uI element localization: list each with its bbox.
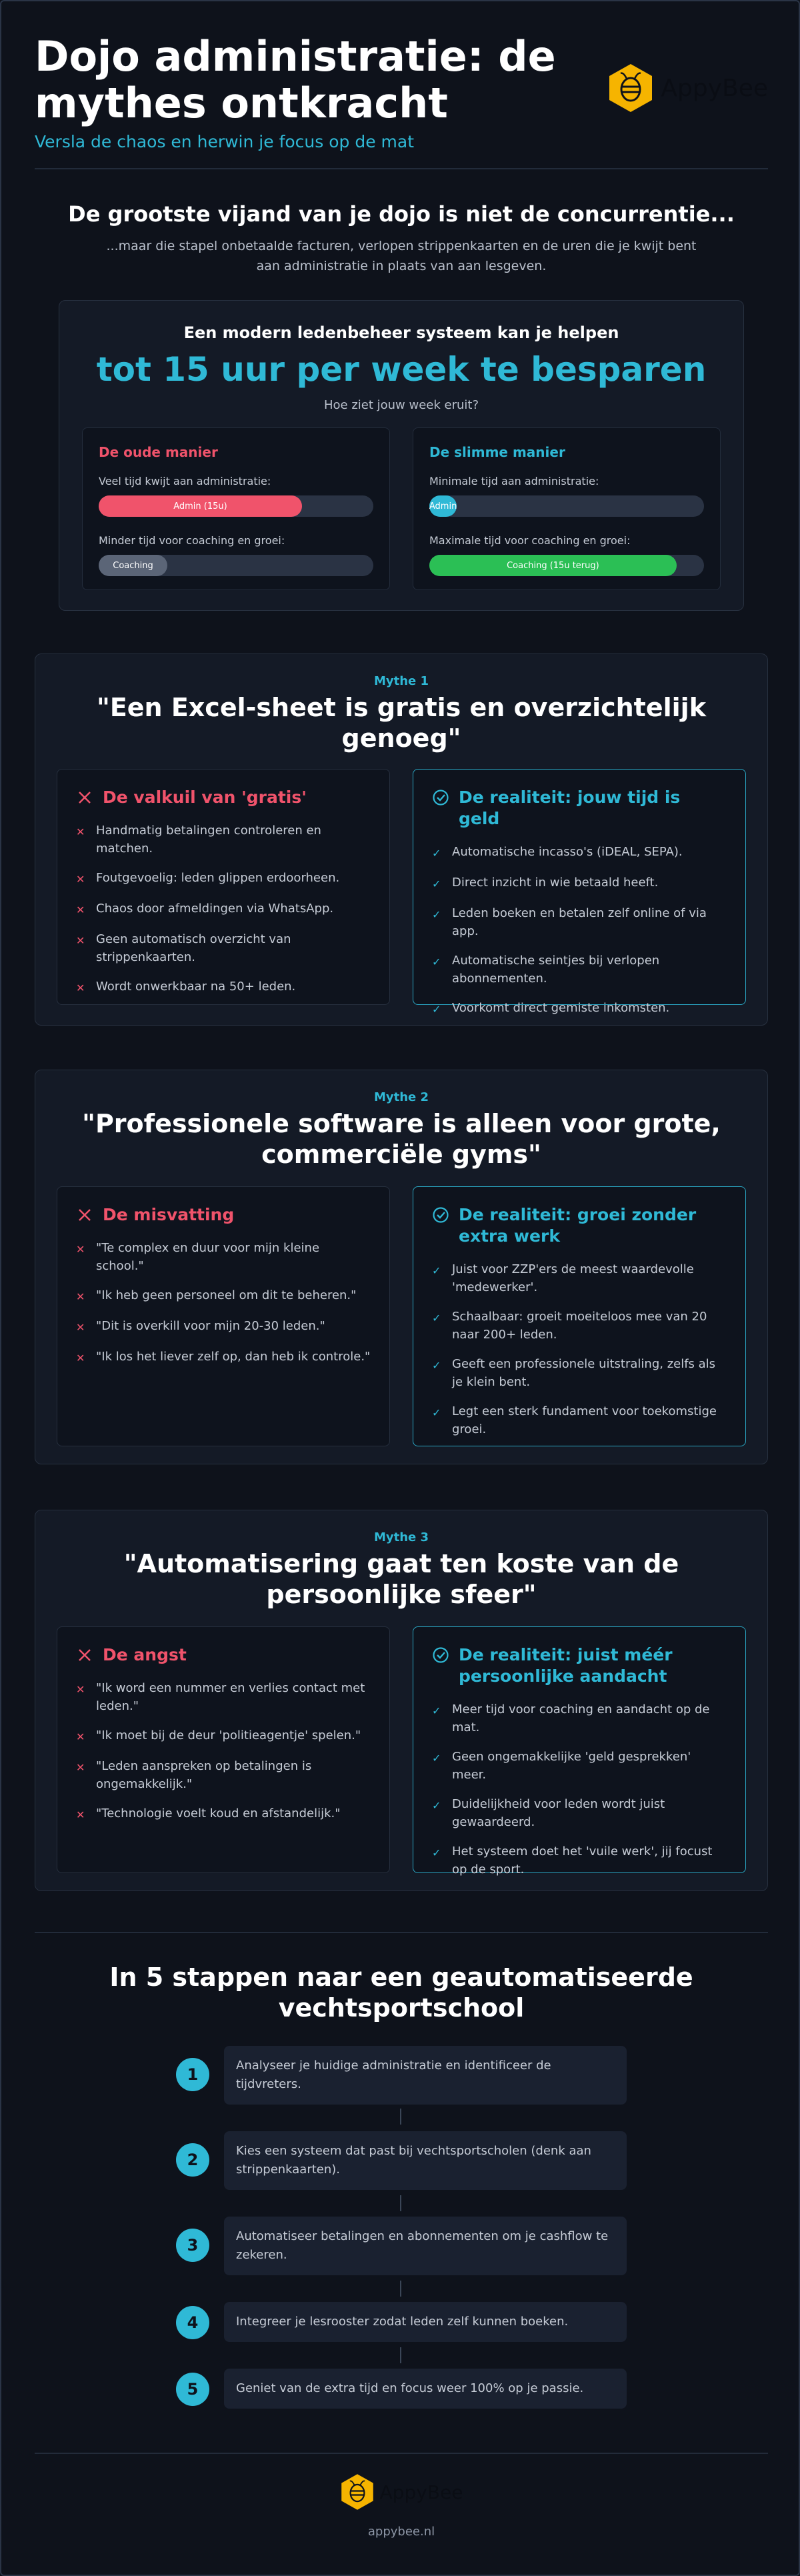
- savings-card: [59, 300, 744, 611]
- new-coach-label: Maximale tijd voor coaching en groei:: [429, 534, 631, 547]
- old-way-panel: [82, 427, 390, 590]
- good-heading: [432, 787, 727, 830]
- list-item: [432, 1700, 727, 1736]
- list-item-text: Automatische seintjes bij verlopen abonnementen.: [452, 954, 660, 986]
- step-text: Integreer je lesrooster zodat leden zelf kunnen boeken.: [224, 2302, 627, 2342]
- list-item: [76, 1286, 371, 1306]
- good-title: De realiteit: groei zonder extra werk: [459, 1205, 697, 1246]
- cross-mark-icon: ✕: [76, 873, 85, 886]
- close-icon: [76, 1646, 93, 1664]
- myth-title: "Automatisering gaat ten koste van de persoonlijke sfeer": [123, 1549, 679, 1609]
- list-item: [432, 999, 727, 1018]
- myth-card-2: [35, 1070, 768, 1464]
- steps-title: In 5 stappen naar een geautomatiseerde vechtsportschool: [109, 1963, 693, 2023]
- list-item: [432, 952, 727, 988]
- new-coach-bar: [429, 555, 704, 576]
- check-mark-icon: ✓: [432, 847, 441, 860]
- step-number: 3: [176, 2229, 209, 2262]
- good-heading: [432, 1204, 727, 1247]
- savings-highlight: tot 15 uur per week te besparen: [96, 350, 707, 389]
- list-item: [76, 1757, 371, 1793]
- list-item-text: "Ik heb geen personeel om dit te beheren.": [96, 1288, 357, 1302]
- list-item-text: "Technologie voelt koud en afstandelijk.": [96, 1806, 341, 1820]
- good-list: [432, 1700, 727, 1878]
- close-icon: [76, 789, 93, 806]
- myth-good-column: [413, 1626, 746, 1876]
- list-item: [76, 1317, 371, 1336]
- list-item: [76, 869, 371, 888]
- cross-mark-icon: ✕: [76, 934, 85, 947]
- check-mark-icon: ✓: [432, 1359, 441, 1372]
- savings-question: Hoe ziet jouw week eruit?: [323, 398, 479, 412]
- list-item: [432, 1355, 727, 1391]
- list-item: [76, 930, 371, 966]
- list-item-text: Geen ongemakkelijke 'geld gesprekken' meer.: [452, 1750, 691, 1782]
- bad-list: [76, 1239, 371, 1367]
- myth-bad-column: [57, 1186, 390, 1446]
- new-admin-bar: [429, 495, 704, 517]
- savings-heading: Een modern ledenbeheer systeem kan je helpen: [183, 323, 619, 342]
- good-title: De realiteit: juist méér persoonlijke aandacht: [459, 1645, 673, 1686]
- list-item-text: Legt een sterk fundament voor toekomstige groei.: [452, 1404, 717, 1436]
- list-item-text: Juist voor ZZP'ers de meest waardevolle 'medewerker'.: [452, 1262, 694, 1294]
- divider: [35, 2453, 768, 2454]
- appybee-logo: [607, 63, 768, 113]
- step-number: 4: [176, 2306, 209, 2339]
- good-title: De realiteit: jouw tijd is geld: [459, 788, 681, 828]
- footer-logo: [340, 2473, 463, 2511]
- check-mark-icon: ✓: [432, 1752, 441, 1764]
- header: [35, 33, 768, 167]
- check-mark-icon: ✓: [432, 1799, 441, 1812]
- step-text: Kies een systeem dat past bij vechtsportscholen (denk aan strippenkaarten).: [224, 2131, 627, 2190]
- list-item: [76, 900, 371, 919]
- close-icon: [76, 1206, 93, 1224]
- list-item-text: Schaalbaar: groeit moeiteloos mee van 20 naar 200+ leden.: [452, 1310, 707, 1342]
- step-number: 5: [176, 2373, 209, 2406]
- page-subtitle: Versla de chaos en herwin je focus op de mat: [35, 132, 415, 151]
- list-item: [76, 1804, 371, 1824]
- list-item: [432, 1260, 727, 1296]
- cross-mark-icon: ✕: [76, 1352, 85, 1364]
- footer: [1, 2473, 800, 2539]
- step-connector: [400, 2195, 401, 2211]
- myth-good-column: [413, 769, 746, 1016]
- cross-mark-icon: ✕: [76, 1321, 85, 1334]
- list-item-text: Chaos door afmeldingen via WhatsApp.: [96, 902, 334, 916]
- list-item-text: "Ik los het liever zelf op, dan heb ik controle.": [96, 1350, 371, 1364]
- bad-heading: [76, 787, 371, 808]
- check-circle-icon: [432, 789, 449, 806]
- new-admin-label: Minimale tijd aan administratie:: [429, 475, 599, 487]
- old-admin-bar: [99, 495, 373, 517]
- list-item: [76, 1679, 371, 1715]
- cross-mark-icon: ✕: [76, 1683, 85, 1696]
- list-item-text: Geen automatisch overzicht van strippenkaarten.: [96, 932, 291, 964]
- list-item-text: Handmatig betalingen controleren en matchen.: [96, 824, 321, 856]
- check-mark-icon: ✓: [432, 956, 441, 968]
- bad-title: De valkuil van 'gratis': [103, 788, 307, 807]
- cross-mark-icon: ✕: [76, 1730, 85, 1743]
- check-mark-icon: ✓: [432, 1406, 441, 1419]
- check-mark-icon: ✓: [432, 1264, 441, 1277]
- old-coach-fill: Coaching: [99, 555, 167, 576]
- list-item-text: "Te complex en duur voor mijn kleine school.": [96, 1241, 320, 1273]
- divider: [35, 168, 768, 169]
- bee-logo-icon: [340, 2473, 375, 2511]
- good-list: [432, 1260, 727, 1438]
- myth-title: "Een Excel-sheet is gratis en overzichtelijk genoeg": [97, 693, 706, 753]
- check-circle-icon: [432, 1206, 449, 1224]
- step-text: Geniet van de extra tijd en focus weer 100% op je passie.: [224, 2369, 627, 2409]
- new-admin-fill: Admin: [429, 495, 457, 517]
- bee-logo-icon: [607, 63, 654, 113]
- list-item: [432, 1308, 727, 1344]
- new-way-panel: [413, 427, 721, 590]
- bad-title: De angst: [103, 1645, 187, 1664]
- list-item-text: Geeft een professionele uitstraling, zelfs als je klein bent.: [452, 1357, 716, 1389]
- intro-heading: De grootste vijand van je dojo is niet de concurrentie...: [68, 201, 735, 227]
- good-heading: [432, 1644, 727, 1687]
- divider: [35, 1932, 768, 1933]
- list-item: [432, 874, 727, 893]
- myth-bad-column: [57, 769, 390, 1005]
- check-mark-icon: ✓: [432, 908, 441, 921]
- list-item-text: Automatische incasso's (iDEAL, SEPA).: [452, 845, 683, 859]
- list-item-text: Het systeem doet het 'vuile werk', jij focust op de sport.: [452, 1844, 713, 1876]
- bad-heading: [76, 1644, 371, 1666]
- check-mark-icon: ✓: [432, 1003, 441, 1016]
- cross-mark-icon: ✕: [76, 1808, 85, 1821]
- list-item-text: Foutgevoelig: leden glippen erdoorheen.: [96, 871, 340, 885]
- list-item-text: "Leden aanspreken op betalingen is ongemakkelijk.": [96, 1759, 312, 1791]
- myth-title: "Professionele software is alleen voor grote, commerciële gyms": [82, 1109, 721, 1169]
- footer-logo-text: AppyBee: [379, 2481, 463, 2503]
- step-connector: [400, 2347, 401, 2363]
- step-text: Automatiseer betalingen en abonnementen om je cashflow te zekeren.: [224, 2217, 627, 2275]
- step-number: 2: [176, 2143, 209, 2177]
- cross-mark-icon: ✕: [76, 826, 85, 838]
- list-item: [76, 1726, 371, 1746]
- list-item-text: Direct inzicht in wie betaald heeft.: [452, 876, 659, 890]
- bad-list: [76, 822, 371, 997]
- cross-mark-icon: ✕: [76, 904, 85, 916]
- list-item-text: "Ik word een nummer en verlies contact met leden.": [96, 1681, 365, 1713]
- step-connector: [400, 2281, 401, 2297]
- step-number: 1: [176, 2058, 209, 2091]
- myth-card-3: [35, 1510, 768, 1891]
- old-way-title: De oude manier: [99, 444, 218, 460]
- bad-title: De misvatting: [103, 1205, 235, 1224]
- bad-list: [76, 1679, 371, 1824]
- old-admin-fill: Admin (15u): [99, 495, 302, 517]
- list-item-text: Wordt onwerkbaar na 50+ leden.: [96, 980, 296, 994]
- list-item: [76, 1348, 371, 1367]
- list-item-text: Duidelijkheid voor leden wordt juist gewaardeerd.: [452, 1797, 665, 1829]
- list-item: [432, 904, 727, 940]
- list-item: [76, 1239, 371, 1275]
- check-mark-icon: ✓: [432, 1846, 441, 1859]
- old-coach-bar: [99, 555, 373, 576]
- list-item: [432, 1795, 727, 1831]
- myth-tag: Mythe 3: [373, 1530, 429, 1544]
- step-text: Analyseer je huidige administratie en identificeer de tijdvreters.: [224, 2046, 627, 2105]
- myth-bad-column: [57, 1626, 390, 1873]
- cross-mark-icon: ✕: [76, 1290, 85, 1303]
- page-title: Dojo administratie: de mythes ontkracht: [35, 32, 556, 127]
- good-list: [432, 843, 727, 1018]
- check-mark-icon: ✓: [432, 878, 441, 890]
- myth-card-1: [35, 654, 768, 1026]
- list-item: [432, 843, 727, 862]
- logo-text: AppyBee: [661, 74, 768, 102]
- list-item-text: Leden boeken en betalen zelf online of via app.: [452, 906, 707, 938]
- list-item-text: "Dit is overkill voor mijn 20-30 leden.": [96, 1319, 325, 1333]
- cross-mark-icon: ✕: [76, 1761, 85, 1774]
- cross-mark-icon: ✕: [76, 1243, 85, 1256]
- list-item: [76, 822, 371, 858]
- cross-mark-icon: ✕: [76, 982, 85, 994]
- step-connector: [400, 2109, 401, 2125]
- check-circle-icon: [432, 1646, 449, 1664]
- old-admin-label: Veel tijd kwijt aan administratie:: [99, 475, 271, 487]
- intro-section: [35, 201, 768, 276]
- intro-text: ...maar die stapel onbetaalde facturen, verlopen strippenkaarten en de uren die je kwijt bent aan administratie in plaats van aan lesgeven.: [106, 239, 697, 273]
- list-item-text: Voorkomt direct gemiste inkomsten.: [452, 1001, 670, 1015]
- old-coach-label: Minder tijd voor coaching en groei:: [99, 534, 285, 547]
- new-way-title: De slimme manier: [429, 444, 565, 460]
- list-item: [432, 1842, 727, 1878]
- list-item-text: Meer tijd voor coaching en aandacht op de mat.: [452, 1702, 710, 1734]
- check-mark-icon: ✓: [432, 1312, 441, 1324]
- bad-heading: [76, 1204, 371, 1226]
- myth-tag: Mythe 1: [373, 674, 429, 688]
- list-item-text: "Ik moet bij de deur 'politieagentje' spelen.": [96, 1728, 361, 1742]
- list-item: [76, 978, 371, 997]
- myth-tag: Mythe 2: [373, 1090, 429, 1104]
- myth-good-column: [413, 1186, 746, 1446]
- check-mark-icon: ✓: [432, 1704, 441, 1717]
- footer-url[interactable]: appybee.nl: [367, 2525, 435, 2539]
- list-item: [432, 1748, 727, 1784]
- list-item: [432, 1402, 727, 1438]
- new-coach-fill: Coaching (15u terug): [429, 555, 677, 576]
